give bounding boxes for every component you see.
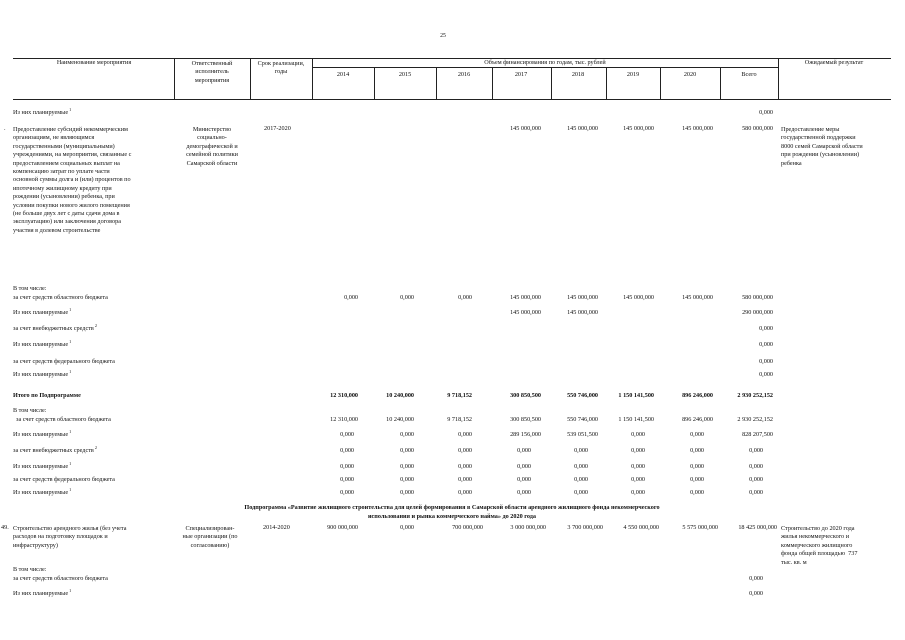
header-divider xyxy=(312,58,313,99)
value-cell: 3 000 000,000 xyxy=(510,524,546,531)
value-cell: 0,000 xyxy=(749,476,763,483)
measure-result: Предоставление меры государственной поддержки 8000 семей Самарской области при рождении (усыновлении) ребенка xyxy=(781,126,863,167)
header-divider xyxy=(436,67,437,99)
row-label: В том числе: xyxy=(13,566,47,573)
value-cell: 2 930 252,152 xyxy=(737,416,773,423)
value-cell: 0,000 xyxy=(759,358,773,365)
value-cell: 0,000 xyxy=(749,447,763,454)
value-cell: 0,000 xyxy=(400,524,414,531)
value-cell: 1 150 141,500 xyxy=(618,416,654,423)
value-cell: 0,000 xyxy=(749,590,763,597)
header-executor: Ответственный исполнитель мероприятия xyxy=(191,60,233,84)
subprogram-title: Подпрограмма «Развитие жилищного строительства для целей формирования в Самарской области арендного жилищного фонда некоммерческого xyxy=(244,504,660,511)
value-cell: 0,000 xyxy=(631,489,645,496)
value-cell: 0,000 xyxy=(517,463,531,470)
header-top-rule xyxy=(13,58,891,59)
value-cell: 0,000 xyxy=(749,489,763,496)
value-cell: 580 000,000 xyxy=(742,125,773,132)
value-cell: 0,000 xyxy=(759,341,773,348)
year-header: 2014 xyxy=(336,71,350,78)
value-cell: 145 000,000 xyxy=(623,125,654,132)
value-cell: 0,000 xyxy=(690,489,704,496)
header-divider xyxy=(660,67,661,99)
value-cell: 0,000 xyxy=(574,476,588,483)
value-cell: 0,000 xyxy=(517,476,531,483)
value-cell: 0,000 xyxy=(631,476,645,483)
row-label: за счет средств федерального бюджета xyxy=(13,358,115,365)
value-cell: 289 156,000 xyxy=(510,431,541,438)
value-cell: 900 000,000 xyxy=(327,524,358,531)
header-funding: Объем финансирования по годам, тыс. рублей xyxy=(484,59,606,66)
measure-term: 2014-2020 xyxy=(263,524,290,531)
row-label: Из них планируемые$^1$ xyxy=(13,429,72,438)
row-label: Из них планируемые$^1$ xyxy=(13,461,72,470)
row-label: за счет внебюджетных средств$^2$ xyxy=(13,445,97,454)
value-cell: 0,000 xyxy=(400,294,414,301)
value-cell: 1 150 141,500 xyxy=(618,392,654,399)
value-cell: 0,000 xyxy=(400,447,414,454)
value-cell: 0,000 xyxy=(400,463,414,470)
value-cell: 0,000 xyxy=(340,489,354,496)
value-cell: 0,000 xyxy=(458,294,472,301)
value-cell: 0,000 xyxy=(690,431,704,438)
header-divider xyxy=(551,67,552,99)
value-cell: 0,000 xyxy=(690,447,704,454)
value-cell: 10 240,000 xyxy=(386,392,414,399)
value-cell: 0,000 xyxy=(458,431,472,438)
value-cell: 580 000,000 xyxy=(742,294,773,301)
subprogram-title-line2: использования и рынка коммерческого найма» до 2020 года xyxy=(367,513,537,520)
value-cell: 0,000 xyxy=(631,431,645,438)
measure-executor: Специализирован- ные организации (по согласованию) xyxy=(182,525,238,549)
value-cell: 9 718,152 xyxy=(447,392,472,399)
value-cell: 9 718,152 xyxy=(447,416,472,423)
value-cell: 145 000,000 xyxy=(510,125,541,132)
row-label: за счет средств областного бюджета xyxy=(16,416,111,423)
value-cell: 4 550 000,000 xyxy=(623,524,659,531)
value-cell: 2 930 252,152 xyxy=(737,392,773,399)
header-divider xyxy=(492,67,493,99)
row-label: за счет средств федерального бюджета xyxy=(13,476,115,483)
value-cell: 3 700 000,000 xyxy=(567,524,603,531)
row-label: В том числе: xyxy=(13,285,47,292)
value-cell: 300 850,500 xyxy=(510,392,541,399)
value-cell: 145 000,000 xyxy=(567,309,598,316)
measure-result: Строительство до 2020 года жилья некоммерческого и коммерческого жилищного фонда общей площадью 737 тыс. кв. м xyxy=(781,525,858,566)
value-cell: 828 207,500 xyxy=(742,431,773,438)
value-cell: 0,000 xyxy=(631,463,645,470)
value-cell: 0,000 xyxy=(344,294,358,301)
row-number: 49. xyxy=(1,524,9,531)
row-label: Из них планируемые$^1$ xyxy=(13,487,72,496)
row-marker: . xyxy=(4,125,6,132)
row-label: за счет средств областного бюджета xyxy=(13,575,108,582)
value-cell: 0,000 xyxy=(749,463,763,470)
value-cell: 0,000 xyxy=(340,447,354,454)
year-header: 2019 xyxy=(626,71,640,78)
row-label: за счет внебюджетных средств$^2$ xyxy=(13,323,97,332)
value-cell: 0,000 xyxy=(749,575,763,582)
value-cell: 0,000 xyxy=(517,489,531,496)
measure-name: Строительство арендного жилья (без учета расходов на подготовку площадок и инфраструктуру) xyxy=(13,525,127,549)
value-cell: 0,000 xyxy=(458,463,472,470)
header-divider xyxy=(174,58,175,99)
row-label: за счет средств областного бюджета xyxy=(13,294,108,301)
value-cell: 0,000 xyxy=(340,463,354,470)
measure-executor: Министерство социально- демографической и семейной политики Самарской области xyxy=(186,126,238,167)
value-cell: 0,000 xyxy=(759,325,773,332)
value-cell: 5 575 000,000 xyxy=(682,524,718,531)
header-funding-rule xyxy=(312,67,778,68)
measure-term: 2017-2020 xyxy=(264,125,291,132)
value-cell: 12 310,000 xyxy=(330,392,358,399)
value-cell: 18 425 000,000 xyxy=(738,524,777,531)
header-divider xyxy=(374,67,375,99)
value-cell: 145 000,000 xyxy=(510,294,541,301)
year-header: 2020 xyxy=(683,71,697,78)
header-divider xyxy=(720,67,721,99)
header-term: Срок реализации, годы xyxy=(257,60,305,76)
value-cell: 145 000,000 xyxy=(623,294,654,301)
header-bottom-rule xyxy=(13,99,891,100)
year-header: 2016 xyxy=(457,71,471,78)
value-cell: 0,000 xyxy=(340,476,354,483)
value-cell: 10 240,000 xyxy=(386,416,414,423)
measure-name: Предоставление субсидий некоммерческим организациям, не являющимся государственными (муниципальными) учреждениями, на мероприятия, связанные с предоставлением социальных выплат на компенсацию затрат по уплате части основной суммы долга и (или) процентов по ипотечному жилищному кредиту при рождении (усыновлении) ребенка, при условии покупки нового жилого помещения (не больше двух лет с даты сдачи дома в эксплуатацию) или заключения договора участия в долевом строительстве xyxy=(13,126,132,234)
value-cell: 300 850,500 xyxy=(510,416,541,423)
header-divider xyxy=(778,58,779,99)
value-cell: 0,000 xyxy=(574,447,588,454)
row-label: Из них планируемые$^1$ xyxy=(13,339,72,348)
value-cell: 539 051,500 xyxy=(567,431,598,438)
totals-label: Итого по Подпрограмме xyxy=(13,392,81,399)
value-cell: 12 310,000 xyxy=(330,416,358,423)
value-cell: 145 000,000 xyxy=(682,125,713,132)
value-cell: 145 000,000 xyxy=(682,294,713,301)
value-cell: 0,000 xyxy=(574,489,588,496)
value-cell: 0,000 xyxy=(458,489,472,496)
header-divider xyxy=(250,58,251,99)
value-cell: 0,000 xyxy=(759,371,773,378)
value-cell: 0,000 xyxy=(631,447,645,454)
value-cell: 0,000 xyxy=(400,476,414,483)
value-cell: 0,000 xyxy=(574,463,588,470)
year-header: 2018 xyxy=(571,71,585,78)
value-cell: 145 000,000 xyxy=(567,125,598,132)
value-cell: 0,000 xyxy=(400,431,414,438)
header-result: Ожидаемый результат xyxy=(804,59,864,66)
value-cell: 0,000 xyxy=(458,447,472,454)
value-cell: 550 746,000 xyxy=(567,416,598,423)
header-name: Наименование мероприятия xyxy=(56,59,132,66)
header-divider xyxy=(606,67,607,99)
value-cell: 0,000 xyxy=(400,489,414,496)
value-cell: 700 000,000 xyxy=(452,524,483,531)
row-label: Из них планируемые$^1$ xyxy=(13,369,72,378)
value-cell: 896 246,000 xyxy=(682,416,713,423)
value-cell: 290 000,000 xyxy=(742,309,773,316)
year-header: 2015 xyxy=(398,71,412,78)
row-label: В том числе: xyxy=(13,407,47,414)
year-header: 2017 xyxy=(514,71,528,78)
year-header: Всего xyxy=(741,71,757,78)
page-number: 25 xyxy=(440,33,446,39)
value-cell: 0,000 xyxy=(458,476,472,483)
value-cell: 0,000 xyxy=(759,109,773,116)
row-label: Из них планируемые$^1$ xyxy=(13,588,72,597)
value-cell: 0,000 xyxy=(690,463,704,470)
value-cell: 145 000,000 xyxy=(567,294,598,301)
row-label: Из них планируемые$^1$ xyxy=(13,107,72,116)
value-cell: 550 746,000 xyxy=(567,392,598,399)
value-cell: 0,000 xyxy=(690,476,704,483)
value-cell: 896 246,000 xyxy=(682,392,713,399)
value-cell: 145 000,000 xyxy=(510,309,541,316)
value-cell: 0,000 xyxy=(517,447,531,454)
row-label: Из них планируемые$^1$ xyxy=(13,307,72,316)
value-cell: 0,000 xyxy=(340,431,354,438)
